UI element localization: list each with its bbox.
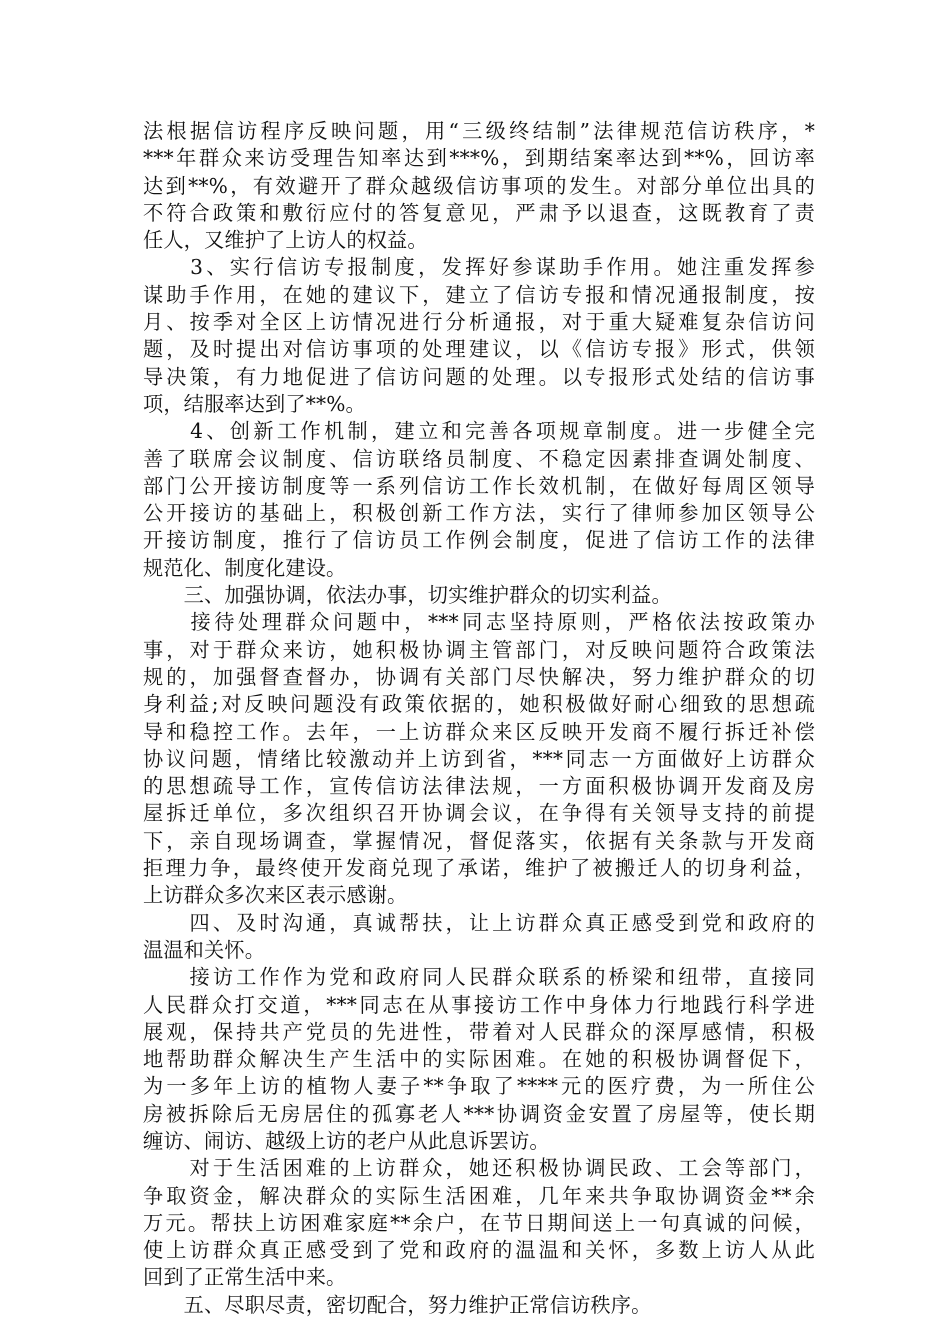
text-line: 争取资金，解决群众的实际生活困难，几年来共争取协调资金**余 [143, 1183, 815, 1208]
text-line: 规的，加强督查督办，协调有关部门尽快解决，努力维护群众的切 [143, 664, 815, 689]
text-line: 上访群众多次来区表示感谢。 [143, 883, 408, 908]
text-line: 缠访、闹访、越级上访的老户从此息诉罢访。 [143, 1128, 550, 1153]
text-line: 达到**%，有效避开了群众越级信访事项的发生。对部分单位出具的 [143, 173, 815, 198]
text-line: 展观，保持共产党员的先进性，带着对人民群众的深厚感情，积极 [143, 1019, 815, 1044]
text-line: 接待处理群众问题中，***同志坚持原则，严格依法按政策办 [143, 610, 815, 635]
text-line: 三、加强协调，依法办事，切实维护群众的切实利益。 [143, 583, 672, 608]
text-line: 地帮助群众解决生产生活中的实际困难。在她的积极协调督促下， [143, 1047, 815, 1072]
text-line: 月、按季对全区上访情况进行分析通报，对于重大疑难复杂信访问 [143, 310, 815, 335]
text-line: 为一多年上访的植物人妻子**争取了****元的医疗费，为一所住公 [143, 1074, 815, 1099]
text-line: 温温和关怀。 [143, 937, 266, 962]
text-line: 五、尽职尽责，密切配合，努力维护正常信访秩序。 [143, 1292, 652, 1317]
text-line: 规范化、制度化建设。 [143, 555, 347, 580]
text-line: 接访工作作为党和政府同人民群众联系的桥梁和纽带，直接同 [143, 965, 815, 990]
text-line: 协议问题，情绪比较激动并上访到省，***同志一方面做好上访群众 [143, 746, 815, 771]
text-line: 回到了正常生活中来。 [143, 1265, 347, 1290]
text-line: 导和稳控工作。去年，一上访群众来区反映开发商不履行拆迁补偿 [143, 719, 815, 744]
text-line: 四、及时沟通，真诚帮扶，让上访群众真正感受到党和政府的 [143, 910, 815, 935]
text-line: 下，亲自现场调查，掌握情况，督促落实，依据有关条款与开发商 [143, 828, 815, 853]
text-line: ***年群众来访受理告知率达到***%，到期结案率达到**%，回访率 [143, 146, 815, 171]
text-line: 部门公开接访制度等一系列信访工作长效机制，在做好每周区领导 [143, 473, 815, 498]
text-line: 人民群众打交道，***同志在从事接访工作中身体力行地践行科学进 [143, 992, 815, 1017]
text-line: 的思想疏导工作，宣传信访法律法规，一方面积极协调开发商及房 [143, 774, 815, 799]
text-line: 拒理力争，最终使开发商兑现了承诺，维护了被搬迁人的切身利益， [143, 856, 815, 881]
text-line: 任人，又维护了上访人的权益。 [143, 228, 428, 253]
text-line: 项，结服率达到了**%。 [143, 391, 366, 416]
text-line: 屋拆迁单位，多次组织召开协调会议，在争得有关领导支持的前提 [143, 801, 815, 826]
text-line: 使上访群众真正感受到了党和政府的温温和关怀，多数上访人从此 [143, 1238, 815, 1263]
text-line: 房被拆除后无房居住的孤寡老人***协调资金安置了房屋等，使长期 [143, 1101, 815, 1126]
text-line: 不符合政策和敷衍应付的答复意见，严肃予以退查，这既教育了责 [143, 200, 815, 225]
text-line: 公开接访的基础上，积极创新工作方法，实行了律师参加区领导公 [143, 501, 815, 526]
text-line: 法根据信访程序反映问题，用“三级终结制”法律规范信访秩序，* [143, 119, 815, 143]
text-line: 谋助手作用，在她的建议下，建立了信访专报和情况通报制度，按 [143, 282, 815, 307]
text-line: 对于生活困难的上访群众，她还积极协调民政、工会等部门， [143, 1156, 815, 1181]
text-line: 4、创新工作机制，建立和完善各项规章制度。进一步健全完 [143, 419, 815, 444]
text-line: 开接访制度，推行了信访员工作例会制度，促进了信访工作的法律 [143, 528, 815, 553]
text-line: 题，及时提出对信访事项的处理建议，以《信访专报》形式，供领 [143, 337, 815, 362]
document-page [143, 118, 815, 1319]
text-line: 身利益;对反映问题没有政策依据的，她积极做好耐心细致的思想疏 [143, 692, 815, 717]
text-line: 事，对于群众来访，她积极协调主管部门，对反映问题符合政策法 [143, 637, 815, 662]
text-line: 善了联席会议制度、信访联络员制度、不稳定因素排查调处制度、 [143, 446, 815, 471]
text-line: 3、实行信访专报制度，发挥好参谋助手作用。她注重发挥参 [143, 255, 815, 280]
text-line: 万元。帮扶上访困难家庭**余户，在节日期间送上一句真诚的问候， [143, 1210, 815, 1235]
text-line: 导决策，有力地促进了信访问题的处理。以专报形式处结的信访事 [143, 364, 815, 389]
